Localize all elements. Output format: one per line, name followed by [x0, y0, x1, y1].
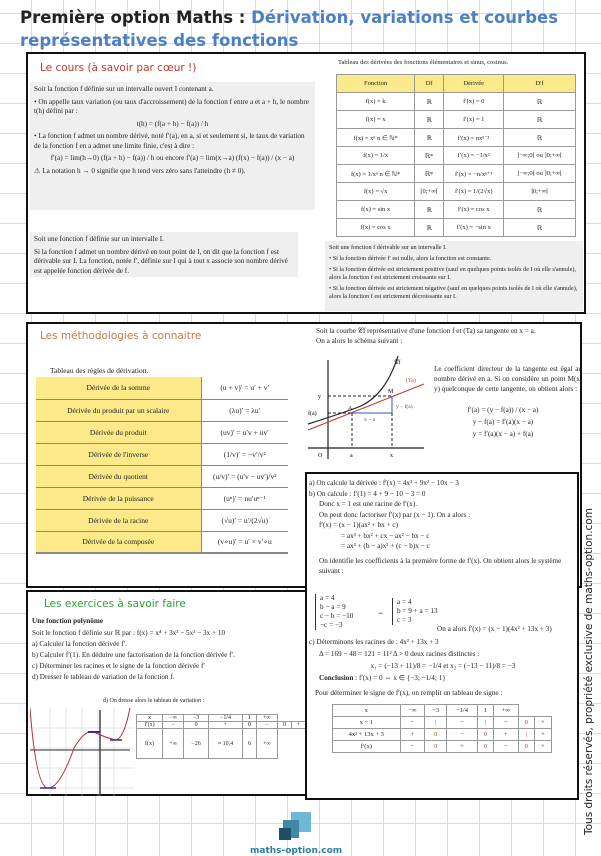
sign-cell: x − 1 — [333, 717, 401, 729]
rules-table — [36, 377, 288, 554]
table-header: D′f — [504, 75, 576, 93]
variation-cell: −1/4 — [208, 715, 242, 722]
curve-label: 𝒞f — [394, 360, 401, 366]
rule-formula: (1/v)′ = −v′/v² — [201, 443, 288, 465]
variation-cell: + — [291, 722, 305, 729]
table-cell: f(x) = sin x — [337, 201, 415, 219]
table-cell: ℝ — [504, 93, 576, 111]
table-cell: f′(x) = nxⁿ⁻¹ — [444, 129, 504, 147]
sign-cell: + — [534, 717, 551, 729]
rule-formula: (√u)′ = u′/(2√u) — [201, 509, 288, 531]
table-cell: ℝ — [415, 129, 444, 147]
sign-cell: + — [447, 741, 477, 753]
rules-caption: Tableau des règles de dérivation. — [50, 366, 149, 375]
factorisation-result: On a alors f′(x) = (x − 1)(4x² + 13x + 3) — [437, 625, 552, 633]
table-cell: ]−∞;0[ ou ]0;+∞[ — [504, 147, 576, 165]
rule-name: Dérivée de la composée — [36, 531, 201, 553]
variation-cell: − — [256, 722, 277, 729]
sign-cell: − — [447, 717, 477, 729]
variations-panel: Soit une fonction f dérivable sur un intervalle I. • Si la fonction dérivée f′ est nulle, alors la fonction est constante. • Si la fonction dérivée est strictement positive (sauf en quelques points isolés de I où elle s'annule), alors la fonction f est strictement croissante sur I. • Si la fonction dérivée est strictement négative (sauf en quelques points isolés de I où elle s'annule), alors la fonction f est strictement décroissante sur I. — [325, 241, 583, 311]
variation-cell: − — [162, 722, 183, 729]
table-row — [337, 165, 576, 183]
sign-cell: 0 — [477, 741, 493, 753]
rule-formula: (uv)′ = u′v + uv′ — [201, 421, 288, 443]
table-cell: f(x) = cos x — [337, 219, 415, 237]
table-cell: f′(x) = 1 — [444, 111, 504, 129]
table-cell: f(x) = 1/xⁿ n ∈ ℕ* — [337, 165, 415, 183]
variation-cell: ≈ 10,4 — [208, 729, 242, 759]
solution-section: a) On calcule la dérivée : f′(x) = 4x³ + 9x² − 10x − 3 b) On calcule : f′(1) = 4 + 9 − 10 − 3 = 0 Donc x = 1 est une racine de f′(x). On peut donc factoriser f′(x) par (x − 1). On a alors : f′(x) = (x − 1)(ax² + bx + c) = ax³ + bx² + cx − ax² − bx − c = ax³ + (b − a)x² + (c − b)x − c On identifie les coefficients à la première forme de f′(x). On obtient alors le système suivant : a = 4 b − a = 9 c − b = −10 −c = −3 ⇔ a = 4 b = 9 + a = 13 c = 3 On a alors f′(x) = (x − 1)(4x² + 13x + 3) c) Déterminons les racines de : 4x² + 13x + 3 Δ = 169 − 48 = 121 = 11² Δ > 0 deux racines distinctes : x₁ = (−13 + 11)/8 = −1/4 et x₂ = (−13 − 11)/8 = −3 Conclusion : f′(x) = 0 ⇔ x ∈ {−3; −1/4; 1} Pour déterminer le signe de f′(x), on remplit un tableau de signe : x −∞ −3 −1/4 1 +∞ x − 1 − | − | − 0 + 4x² + 13x + 3 + 0 − 0 + | + f′(x) − 0 + 0 − 0 + — [305, 472, 579, 800]
sign-cell: | — [425, 717, 447, 729]
rule-row — [36, 531, 288, 553]
sign-cell: + — [534, 741, 551, 753]
svg-text:x: x — [390, 453, 393, 459]
system-right: a = 4 b = 9 + a = 13 c = 3 — [392, 598, 438, 625]
sign-cell: + — [534, 729, 551, 741]
sign-cell: | — [518, 729, 534, 741]
table-row — [337, 93, 576, 111]
conclusion-label: Conclusion — [319, 674, 354, 682]
table-cell: f(x) = x — [337, 111, 415, 129]
table-cell: f(x) = xⁿ n ∈ ℕ* — [337, 129, 415, 147]
tangent-label: (Ta) — [406, 378, 416, 384]
sign-cell: +∞ — [494, 705, 518, 717]
variation-cell: + — [208, 722, 242, 729]
table-cell: ℝ — [415, 201, 444, 219]
table-cell: f(x) = 1/x — [337, 147, 415, 165]
table-cell: ℝ* — [415, 165, 444, 183]
sign-cell: 0 — [518, 741, 534, 753]
table-cell: ]0;+∞[ — [504, 183, 576, 201]
variation-cell: +∞ — [256, 715, 277, 722]
table-row — [337, 129, 576, 147]
rule-row — [36, 421, 288, 443]
variation-cell: +∞ — [162, 729, 183, 759]
table-cell: f(x) = k — [337, 93, 415, 111]
roots-lines: c) Déterminons les racines de : 4x² + 13x + 3 Δ = 169 − 48 = 121 = 11² Δ > 0 deux racines distinctes : x₁ = (−13 + 11)/8 = −1/4 et x₂ = (−13 − 11)/8 = −3 Conclusion : f′(x) = 0 ⇔ x ∈ {−3; −1/4; 1} — [309, 638, 516, 682]
variation-cell: 6 — [243, 729, 257, 759]
sign-cell: f′(x) — [333, 741, 401, 753]
copyright-text: Tous droits réservés, propriété exclusive de maths-option.com — [583, 508, 595, 835]
sign-cell: 4x² + 13x + 3 — [333, 729, 401, 741]
cours-heading: Le cours (à savoir par cœur !) — [40, 62, 197, 74]
rule-name: Dérivée du produit — [36, 421, 201, 443]
variation-cell: −∞ — [162, 715, 183, 722]
svg-text:A: A — [348, 406, 353, 412]
rule-formula: (λu)′ = λu′ — [201, 399, 288, 421]
table-header: Dérivée — [444, 75, 504, 93]
sign-table — [332, 704, 552, 753]
variation-cell: 0 — [278, 722, 292, 729]
svg-text:x − a: x − a — [364, 417, 376, 423]
rule-formula: (u + v)′ = u′ + v′ — [201, 377, 288, 399]
table-cell: ℝ — [504, 111, 576, 129]
rule-name: Dérivée du quotient — [36, 465, 201, 487]
var-row-fprime — [137, 722, 306, 729]
rule-formula: (uⁿ)′ = nu′uⁿ⁻¹ — [201, 487, 288, 509]
rule-row — [36, 377, 288, 399]
exercices-heading: Les exercices à savoir faire — [44, 598, 186, 610]
svg-text:a: a — [350, 453, 353, 459]
sign-cell: | — [477, 717, 493, 729]
table-cell: f′(x) = 1/(2√x) — [444, 183, 504, 201]
table-cell: [0;+∞[ — [415, 183, 444, 201]
table-row — [337, 111, 576, 129]
sign-cell: + — [400, 729, 424, 741]
sign-cell: − — [400, 717, 424, 729]
table-header: Df — [415, 75, 444, 93]
logo-text: maths-option.com — [250, 846, 343, 856]
rule-formula: (v∘u)′ = u′ × v′∘u — [201, 531, 288, 553]
rule-row — [36, 509, 288, 531]
table-header: Fonction — [337, 75, 415, 93]
tangent-intro: Soit la courbe 𝒞f représentative d'une fonction f et (Ta) sa tangente en x = a. On a alors le schéma suivant : — [316, 327, 536, 345]
tangent-text: Le coefficient directeur de la tangente est égal au nombre dérivé en a. Si on considère un point M(x; y) quelconque de cette tangente, on obtient alors : — [434, 365, 582, 393]
methodologies-heading: Les méthodologies à connaitre — [40, 330, 202, 342]
sign-cell: − — [494, 741, 518, 753]
page-title: Première option Maths : Dérivation, variations et courbes représentatives des fonctions — [20, 8, 559, 50]
table-row — [337, 201, 576, 219]
exercise-statement: Soit le fonction f définie sur ℝ par : f(x) = x⁴ + 3x³ − 5x² − 3x + 10 a) Calculer la fonction dérivée f′. b) Calculer f′(1). En déduire une factorisation de la fonction dérivée f′. c) Déterminer les racines et le signe de la fonction dérivée f′ d) Dresser le tableau de variation de la fonction f. — [32, 629, 235, 681]
sign-cell: 0 — [477, 729, 493, 741]
table-cell: ℝ — [415, 219, 444, 237]
sign-cell: −∞ — [400, 705, 424, 717]
sign-cell: − — [447, 729, 477, 741]
variation-cell: +∞ — [256, 729, 277, 759]
table-cell: ℝ — [504, 219, 576, 237]
rule-row — [36, 399, 288, 421]
table-row — [337, 183, 576, 201]
derived-function-panel: Soit une fonction f définie sur un intervalle I. Si la fonction f admet un nombre dérivé en tout point de I, on dit que la fonction f est dérivable sur I. La fonction, notée f′, définie sur I qui à tout x associe son nombre dérivé est appelée fonction dérivée de f. — [30, 232, 298, 277]
exercise-subtitle: Une fonction polynôme — [32, 617, 104, 625]
variation-table — [136, 714, 306, 759]
sign-cell: 0 — [518, 717, 534, 729]
variation-cell: 1 — [243, 715, 257, 722]
table-row — [337, 219, 576, 237]
variation-cell: −26 — [184, 729, 208, 759]
table-cell: ℝ — [415, 93, 444, 111]
tangent-diagram — [306, 354, 426, 464]
rule-name: Dérivée de la puissance — [36, 487, 201, 509]
table-cell: f(x) = √x — [337, 183, 415, 201]
table-cell: f′(x) = 0 — [444, 93, 504, 111]
rule-name: Dérivée de la racine — [36, 509, 201, 531]
sign-cell: 0 — [425, 741, 447, 753]
sign-cell: 0 — [425, 729, 447, 741]
logo — [278, 812, 318, 846]
variation-cell: 0 — [184, 722, 208, 729]
function-graph — [30, 708, 134, 796]
table-cell: ℝ — [504, 129, 576, 147]
sign-row — [333, 741, 552, 753]
tangent-formulas: f′(a) = (y − f(a)) / (x − a) y − f(a) = f′(a)(x − a) y = f′(a)(x − a) + f(a) — [467, 406, 539, 438]
variation-cell: x — [137, 715, 163, 722]
svg-text:M: M — [388, 389, 394, 395]
variation-cell: f(x) — [137, 729, 163, 759]
sign-row — [333, 705, 552, 717]
cours-section — [26, 52, 586, 314]
rule-row — [36, 443, 288, 465]
sign-intro: Pour déterminer le signe de f′(x), on remplit un tableau de signe : — [315, 689, 503, 697]
table-cell: f′(x) = −1/x² — [444, 147, 504, 165]
variation-caption: d) On dresse alors le tableau de variation : — [103, 698, 205, 704]
rule-row — [36, 487, 288, 509]
sign-cell: x — [333, 705, 401, 717]
system-left: a = 4 b − a = 9 c − b = −10 −c = −3 — [315, 594, 353, 630]
rule-row — [36, 465, 288, 487]
derivative-table-caption: Tableau des dérivées des fonctions élémentaires et sinus, cosinus. — [338, 59, 509, 66]
table-cell: f′(x) = −n/xⁿ⁺¹ — [444, 165, 504, 183]
exercices-section — [26, 590, 308, 796]
sign-cell: + — [494, 729, 518, 741]
solution-lines: a) On calcule la dérivée : f′(x) = 4x³ + 9x² − 10x − 3 b) On calcule : f′(1) = 4 + 9 − 10 − 3 = 0 Donc x = 1 est une racine de f′(x). On peut donc factoriser f′(x) par (x − 1). On a alors : f′(x) = (x − 1)(ax² + bx + c) = ax³ + bx² + cx − ax² − bx − c = ax³ + (b − a)x² + (c − b)x − c On identifie les coefficients à la première forme de f′(x). On obtient alors le système suivant : — [309, 479, 562, 575]
table-cell: f′(x) = −sin x — [444, 219, 504, 237]
rule-name: Dérivée de la somme — [36, 377, 201, 399]
table-cell: ℝ* — [415, 147, 444, 165]
rule-formula: (u/v)′ = (u′v − uv′)/v² — [201, 465, 288, 487]
sign-cell: −1/4 — [447, 705, 477, 717]
derivative-table — [336, 74, 576, 237]
table-cell: f′(x) = cos x — [444, 201, 504, 219]
sign-cell: 1 — [477, 705, 493, 717]
table-cell: ℝ — [504, 201, 576, 219]
sign-cell: − — [494, 717, 518, 729]
var-row-f — [137, 729, 306, 759]
variation-cell: 0 — [243, 722, 257, 729]
sign-row — [333, 729, 552, 741]
rule-name: Dérivée de l'inverse — [36, 443, 201, 465]
svg-text:y − f(a): y − f(a) — [396, 404, 413, 410]
variation-cell: f′(x) — [137, 722, 163, 729]
sign-cell: − — [400, 741, 424, 753]
sign-cell: −3 — [425, 705, 447, 717]
table-row — [337, 147, 576, 165]
svg-text:f(a): f(a) — [308, 411, 317, 417]
table-cell: ]−∞;0[ ou ]0;+∞[ — [504, 165, 576, 183]
svg-text:y: y — [318, 394, 321, 400]
var-row-x — [137, 715, 306, 722]
svg-text:O: O — [318, 453, 323, 459]
definition-panel: Soit la fonction f définie sur un intervalle ouvert I contenant a. • On appelle taux variation (ou taux d'accroissement) de la fonction f entre a et a + h, le nombre t(h) défini par : t(h) = (f(a + h) − f(a)) / h • La fonction f admet un nombre dérivé, noté f′(a), en a, si et seulement si, le taux de variation de la fonction f en a admet une limite finie, c'est à dire : f′(a) = lim(h→0) (f(a + h) − f(a)) / h ou encore f′(a) = lim(x→a) (f(x) − f(a)) / (x − a) ⚠ La notation h → 0 signifie que h tend vers zéro sans l'atteindre (h ≠ 0). — [30, 82, 315, 210]
rule-name: Dérivée du produit par un scalaire — [36, 399, 201, 421]
variation-cell: −3 — [184, 715, 208, 722]
sign-row — [333, 717, 552, 729]
table-cell: ℝ — [415, 111, 444, 129]
